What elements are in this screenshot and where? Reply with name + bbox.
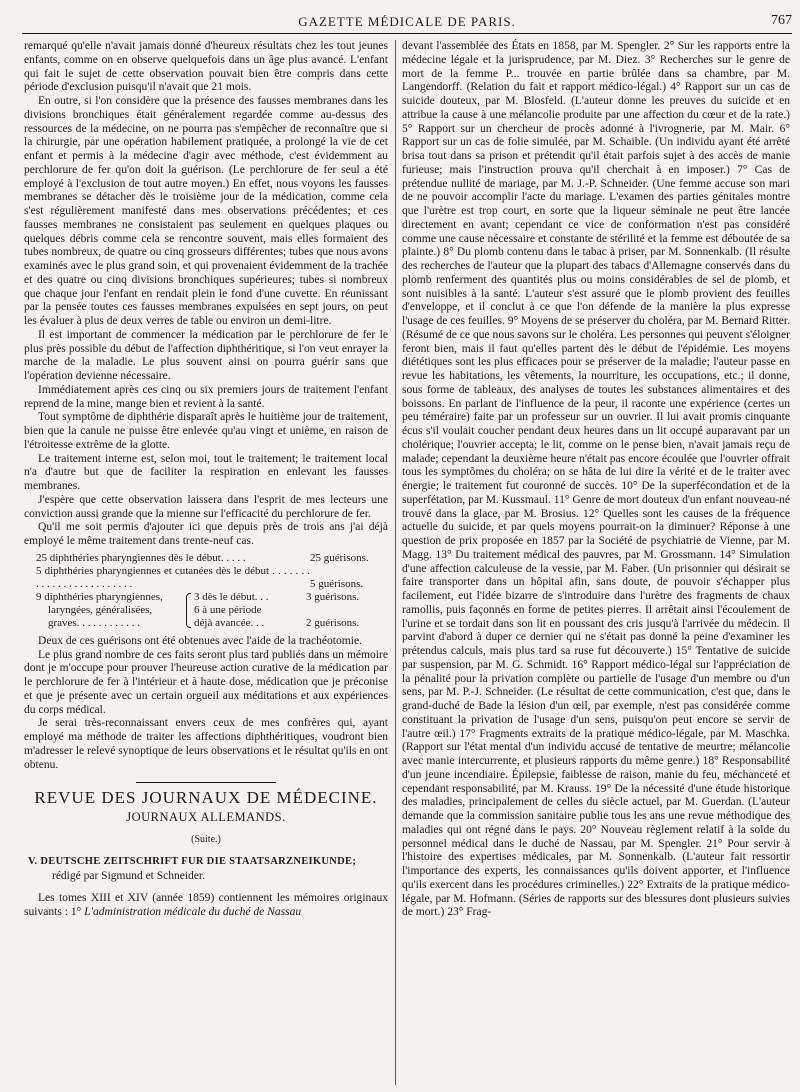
column-divider	[395, 40, 396, 1085]
paragraph: Qu'il me soit permis d'ajouter ici que depuis près de trois ans j'ai déjà employé le même traitement dans trente-neuf cas.	[24, 521, 388, 547]
stat-sub-label: déjà avancée. . .	[194, 616, 265, 629]
running-title: GAZETTE MÉDICALE DE PARIS.	[298, 14, 516, 29]
statistics-table	[36, 552, 388, 630]
paragraph: Je serai très-reconnaissant envers ceux de mes confrères qui, ayant employé ma méthode de traiter les affections diphthéritiques, voudront bien m'adresser le relevé synoptique de leurs observations et le résultat qu'ils en ont obtenu.	[24, 717, 388, 771]
stat-label-line: graves. . . . . . . . . . . .	[48, 616, 140, 629]
stat-label-line: 9 diphthéries pharyngiennes,	[36, 590, 163, 603]
paragraph: J'espère que cette observation laissera dans l'esprit de mes lecteurs une conviction aussi grande que la mienne sur l'efficacité du perchlorure de fer.	[24, 493, 388, 520]
stat-label: 25 diphthéries pharyngiennes dès le début. . . . .	[36, 551, 246, 564]
stat-label	[36, 591, 186, 630]
page-number: 767	[771, 13, 792, 28]
stat-result-line: 3 guérisons.	[306, 590, 360, 603]
paragraph-italic: L'administration médicale du duché de Nassau	[84, 905, 302, 918]
stat-row	[36, 565, 388, 591]
paragraph	[24, 892, 388, 920]
paragraph-text: Les tomes XIII et XIV (année 1859) contiennent les mémoires originaux suivants : 1°	[24, 892, 388, 918]
stat-sub-label: 6 à une période	[194, 603, 262, 616]
journal-editors: rédigé par Sigmund et Schneider.	[52, 870, 205, 883]
page-header	[22, 12, 792, 34]
stat-label: 5 diphthéries pharyngiennes et cutanées dès le début . . . . . . . . . . . . . . . . . . . . . . . . .	[36, 564, 310, 590]
paragraph: Immédiatement après ces cinq ou six premiers jours de traitement l'enfant reprend de la mine, mange bien et revient à la santé.	[24, 383, 388, 410]
journal-title: V. DEUTSCHE ZEITSCHRIFT FUR DIE STAATSARZNEIKUNDE;	[28, 855, 357, 867]
section-title: REVUE DES JOURNAUX DE MÉDECINE.	[34, 788, 378, 808]
stat-sub-label: 3 dès le début. . .	[194, 590, 269, 603]
stat-result	[306, 591, 384, 630]
paragraph: Le traitement interne est, selon moi, tout le traitement; le traitement local n'a d'autre but que de faciliter la respiration en enlevant les fausses membranes.	[24, 452, 388, 492]
paragraph: devant l'assemblée des États en 1858, par M. Spengler. 2° Sur les rapports entre la médecine légale et la jurisprudence, par M. Diez. 3° Recherches sur le genre de mort de la femme P... trouvée en partie brûlée dans sa chambre, par M. Langendorff. (Relation du fait et rapport médico-légal.) 4° Rapport sur un cas de suicide douteux, par M. Blosfeld. (L'auteur donne les preuves du suicide et en attribue la cause à une mélancolie produite par une affection du cœur et de la rate.) 5° Rapport sur un chercheur de procès adonné à l'ivrognerie, par M. Mair. 6° Rapport sur un cas de folie simulée, par M. Schaible. (Un individu ayant été arrêté brisa tout dans sa prison et prétendit qu'il était parfois sujet à des accès de manie furieuse; mais l'instruction prouva qu'il cherchait à en imposer.) 7° Cas de prétendue nullité de mariage, par M. J.-P. Schneider. (Une femme accuse son mari de ne pouvoir accomplir l'acte du mariage. L'examen des parties génitales montre que l'urètre est trop court, en sorte que la liqueur séminale ne peut être lancée directement en avant; cependant ce vice de conformation n'est pas considéré comme une cause nécessaire et constante de stérilité et la femme est déboutée de sa plainte.) 8° Du plomb contenu dans le tabac à priser, par M. Sonnenkalb. (Il résulte des recherches de l'auteur que la plupart des tabacs d'Allemagne conservés dans du plomb renferment des quantités plus ou moins considérables de sel de plomb, et sont nuisibles à la santé. L'auteur s'est assuré que le plomb provient des feuilles d'enveloppe, et il conclut à ce que l'on défende de la manière la plus expresse l'usage de ces feuilles. 9° Moyens de se préserver du choléra, par M. Bernard Ritter. (Résumé de ce que nous savons sur le choléra. Les personnes qui peuvent s'éloigner feront bien, mais il faut qu'elles partent dès le début de l'épidémie. Les moyens diététiques sont les plus efficaces pour se préserver de la maladie; l'auteur passe en revue les habitations, les vêtements, la nourriture, les occupations, etc.; il donne, sous forme de tableaux, des analyses de toutes les substances alimentaires et des boissons. En parlant de l'influence de la peur, il raconte une expérience (certes un peu téméraire) faite par un professeur sur un ouvrier. Il lui avait promis cinquante écus s'il voulait coucher pendant deux heures dans un lit occupé auparavant par un cholérique; l'ouvrier accepta; le lit, comme on le pense bien, n'avait jamais reçu de malade; cependant la deuxième heure n'était pas encore écoulée que l'ouvrier offrait tous les symptômes du choléra; on se hâta de lui dire la vérité et de le traiter avec énergie; le traitement fut couronné de succès. 10° De la superfécondation et de la superfétation, par M. Kussmaul. 11° Genre de mort douteux d'un enfant nouveau-né trouvé dans la glace, par M. Brosius. 12° Quelles sont les causes de la fréquence actuelle du suicide, et par quels moyens pourrait-on la diminuer? Réponse à une question de prix proposée en 1857 par la Société de psychiatrie de Vienne, par M. Magg. 13° Du traitement médical des pauvres, par M. Grossmann. 14° Simulation d'une affection calculeuse de la vessie, par M. Faber. (Un prisonnier qui désirait se faire transporter dans un hôpital afin, sans doute, de pouvoir s'échapper plus facilement, eut l'idée bizarre de s'introduire dans l'urètre des fragments de chaux ramollis, puis façonnés en forme de petites pierres. Il arrêtait ainsi l'écoulement de l'urine et se tordait dans son lit en poussant des cris jusqu'à l'arrivée du médecin. Il parvint d'abord à duper ce dernier qui ne s'était pas donné la peine d'examiner les prétendus calculs, mais plus tard sa ruse fut découverte.) 15° Tentative de suicide par suspension, par M. G. Schmidt. 16° Rapport médico-légal sur l'appréciation de la pénalité pour la privation complète ou partielle de l'usage d'un membre ou d'un sens, par M. P.-J. Schneider. (Le résultat de cette communication, c'est que, dans le grand-duché de Bade la lésion d'un œil, par exemple, n'est pas considérée comme constituant la privation de l'usage d'un sens, puisqu'on peut encore se servir de l'autre œil.) 17° Fragments extraits de la pratique médico-légale, par M. Maschka. (Rapport sur l'état mental d'un individu accusé de tentative de meurtre; mélancolie avec manie intercurrente, et plusieurs rapports du même genre.) 18° Responsabilité d'un jeune incendiaire. Épilepsie, faiblesse de raison, manie du feu, méchanceté et cependant responsabilité, par M. Krauss. 19° De la nécessité d'une étude historique des maladies, principalement de celles du siècle actuel, par M. Guerdan. (L'auteur demande que la commission sanitaire publie tous les ans une revue méthodique des maladies qui ont régné dans le pays. 20° Nouveau règlement relatif à la solde du personnel médical dans le duché de Nassau, par M. Spengler. 21° Pour servir à l'histoire des expertises médicales, par M. Sonnenkalb. (L'auteur fait ressortir l'importance des experts, les connaissances qu'ils doivent apporter, et l'influence qu'ils exercent dans les procédures criminelles.) 22° Extraits de la pratique médico-légale, par M. Hofmann. (Séries de rapports sur des blessures dont plusieurs suivies de mort.) 23° Frag-	[402, 40, 790, 919]
stat-result: 25 guérisons.	[310, 551, 369, 564]
paragraph: Il est important de commencer la médication par le perchlorure de fer le plus près possible du début de l'affection diphthéritique, si l'on veut enrayer la marche de la maladie. Le plus souvent ainsi on pourra guérir sans que l'opération devienne nécessaire.	[24, 328, 388, 382]
paragraph: Deux de ces guérisons ont été obtenues avec l'aide de la trachéotomie.	[38, 634, 362, 647]
stat-row-grouped	[36, 591, 388, 630]
right-column	[402, 40, 790, 920]
paragraph: Le plus grand nombre de ces faits seront plus tard publiés dans un mémoire dont je m'occupe pour prouver l'heureuse action curative de la médication par le perchlorure de fer à l'intérieur et à haute dose, médication que je préconise et que je présente avec un certain orgueil aux méditations et aux expériences du corps médical.	[24, 648, 388, 716]
stat-result-line: 2 guérisons.	[306, 616, 360, 629]
section-subtitle: JOURNAUX ALLEMANDS.	[126, 810, 286, 824]
paragraph: En outre, si l'on considère que la présence des fausses membranes dans les divisions bronchiques était généralement regardée comme au-dessus des ressources de la médecine, on ne pourra pas s'empêcher de reconnaître que si la chirurgie, par une opération habilement pratiquée, a prolongé la vie de cet enfant et permis à la médecine d'agir avec méthode, c'est évidemment au perchlorure de fer qu'on doit la guérison. (Le perchlorure de fer seul a été employé à l'exclusion de tout autre moyen.) En effet, nous voyons les fausses membranes se détacher dès le troisième jour de la médication, comme cela s'est régulièrement manifesté dans mes observations précédentes; et ces fausses membranes ne consistaient pas seulement en quelques plaques ou quelques débris comme cela se rencontre souvent, mais elles formaient des tubes nombreux, de quatre ou cinq grosseurs différentes; tubes que nous avons examinés avec le plus grand soin, et qui provenaient évidemment de la trachée et des quatre ou cinq divisions bronchiques supérieures; tubes si nombreux que chaque jour l'enfant en rendait plein le fond d'une cuvette. En réunissant par la pensée toutes ces fausses membranes expulsées en sept jours, on peut les évaluer à plus de deux verres de table ou environ un demi-litre.	[24, 95, 388, 327]
left-column	[24, 40, 388, 920]
stat-brace-group	[186, 591, 306, 630]
stat-label-line: laryngées, généralisées,	[48, 603, 153, 616]
stat-row	[36, 552, 388, 565]
stat-result: 5 guérisons.	[310, 577, 364, 590]
continuation-note: (Suite.)	[191, 833, 221, 845]
paragraph: Tout symptôme de diphthérie disparaît après le huitième jour de traitement, bien que la canule ne puisse être enlevée qu'au vingt et unième, en raison de l'étroitesse extrême de la glotte.	[24, 411, 388, 451]
section-rule	[136, 782, 276, 783]
paragraph: remarqué qu'elle n'avait jamais donné d'heureux résultats chez les tout jeunes enfants, comme on en observe quelquefois dans un âge plus avancé. L'enfant qui fait le sujet de cette observation pouvait bien être compris dans cette période d'exclusion puisqu'il n'avait que 21 mois.	[24, 40, 388, 94]
